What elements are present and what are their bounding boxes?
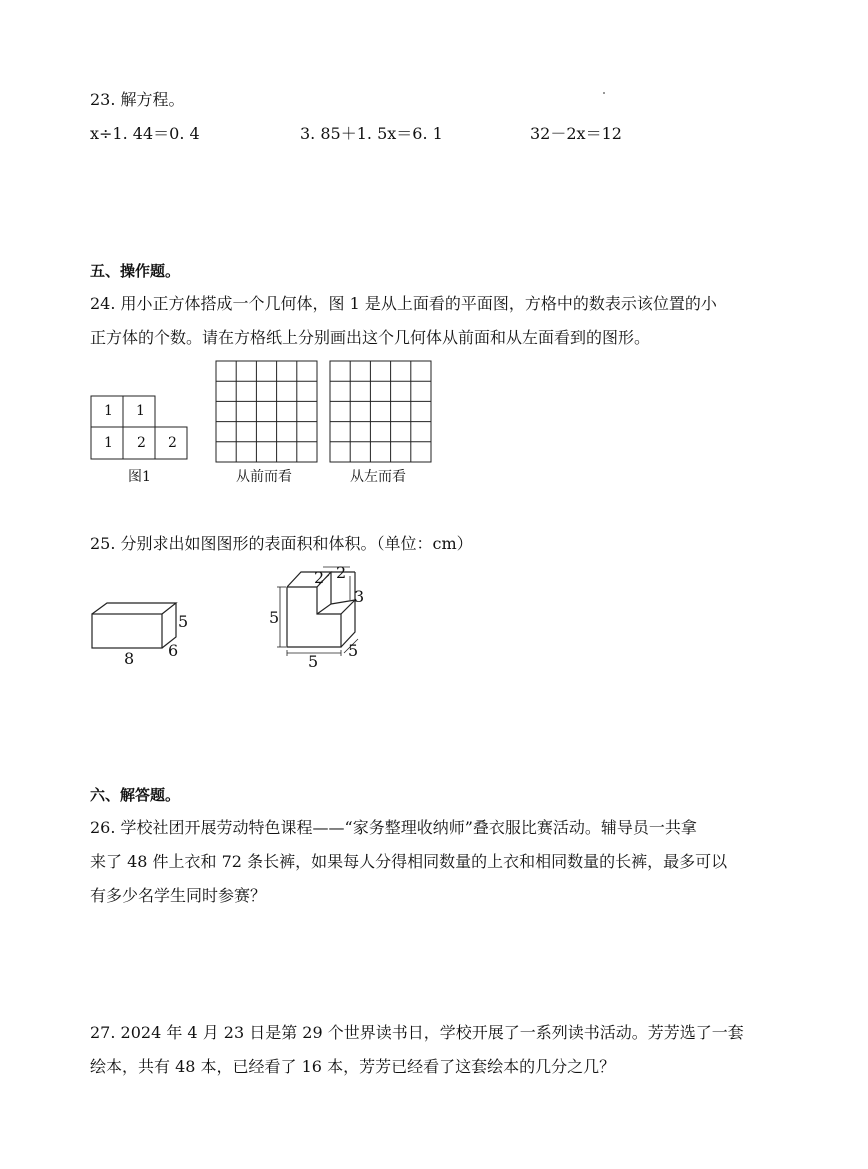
q26-line-3: 有多少名学生同时参赛？ bbox=[90, 886, 267, 905]
bottom-cell-3: 2 bbox=[168, 435, 177, 451]
top-cell-1: 1 bbox=[104, 403, 113, 419]
notch-top-label: 2 bbox=[336, 563, 347, 582]
figure-1-caption: 图1 bbox=[128, 469, 151, 485]
notch-width-label: 2 bbox=[314, 568, 325, 587]
cuboid-figure bbox=[90, 600, 210, 670]
section-6-heading: 六、解答题。 bbox=[90, 786, 181, 804]
cuboid-depth-label: 6 bbox=[168, 641, 179, 660]
front-view-grid[interactable] bbox=[215, 360, 319, 464]
q26-line-2: 来了 48 件上衣和 72 条长裤，如果每人分得相同数量的上衣和相同数量的长裤，最多可以 bbox=[90, 852, 728, 871]
left-view-caption: 从左而看 bbox=[350, 469, 406, 485]
q24-line-2: 正方体的个数。请在方格纸上分别画出这个几何体从前面和从左面看到的图形。 bbox=[90, 328, 651, 347]
cube-depth-label: 5 bbox=[348, 641, 359, 660]
equation-2: 3. 85＋1. 5x＝6. 1 bbox=[300, 124, 443, 143]
left-view-grid[interactable] bbox=[329, 360, 433, 464]
notch-height-label: 3 bbox=[354, 587, 365, 606]
cube-height-label: 5 bbox=[269, 608, 280, 627]
q24-line-1: 24. 用小正方体搭成一个几何体，图 1 是从上面看的平面图，方格中的数表示该位置的小 bbox=[90, 294, 717, 313]
bottom-cell-2: 2 bbox=[137, 435, 146, 451]
cuboid-length-label: 8 bbox=[124, 649, 135, 668]
q27-line-1: 27. 2024 年 4 月 23 日是第 29 个世界读书日，学校开展了一系列读书活动。芳芳选了一套 bbox=[90, 1023, 744, 1042]
q26-line-1: 26. 学校社团开展劳动特色课程——“家务整理收纳师”叠衣服比赛活动。辅导员一共拿 bbox=[90, 818, 697, 837]
equation-3: 32－2x＝12 bbox=[530, 124, 622, 143]
cube-width-label: 5 bbox=[308, 652, 319, 671]
cuboid-height-label: 5 bbox=[178, 612, 189, 631]
equation-1: x÷1. 44＝0. 4 bbox=[90, 124, 200, 143]
bottom-cell-1: 1 bbox=[104, 435, 113, 451]
q25-text: 25. 分别求出如图图形的表面积和体积。（单位：cm） bbox=[90, 534, 473, 553]
section-5-heading: 五、操作题。 bbox=[90, 262, 181, 280]
q27-line-2: 绘本，共有 48 本，已经看了 16 本，芳芳已经看了这套绘本的几分之几？ bbox=[90, 1057, 616, 1076]
front-view-caption: 从前而看 bbox=[236, 469, 292, 485]
top-cell-2: 1 bbox=[136, 403, 145, 419]
q23-title: 23. 解方程。 bbox=[90, 90, 185, 109]
scan-dot bbox=[603, 92, 605, 94]
